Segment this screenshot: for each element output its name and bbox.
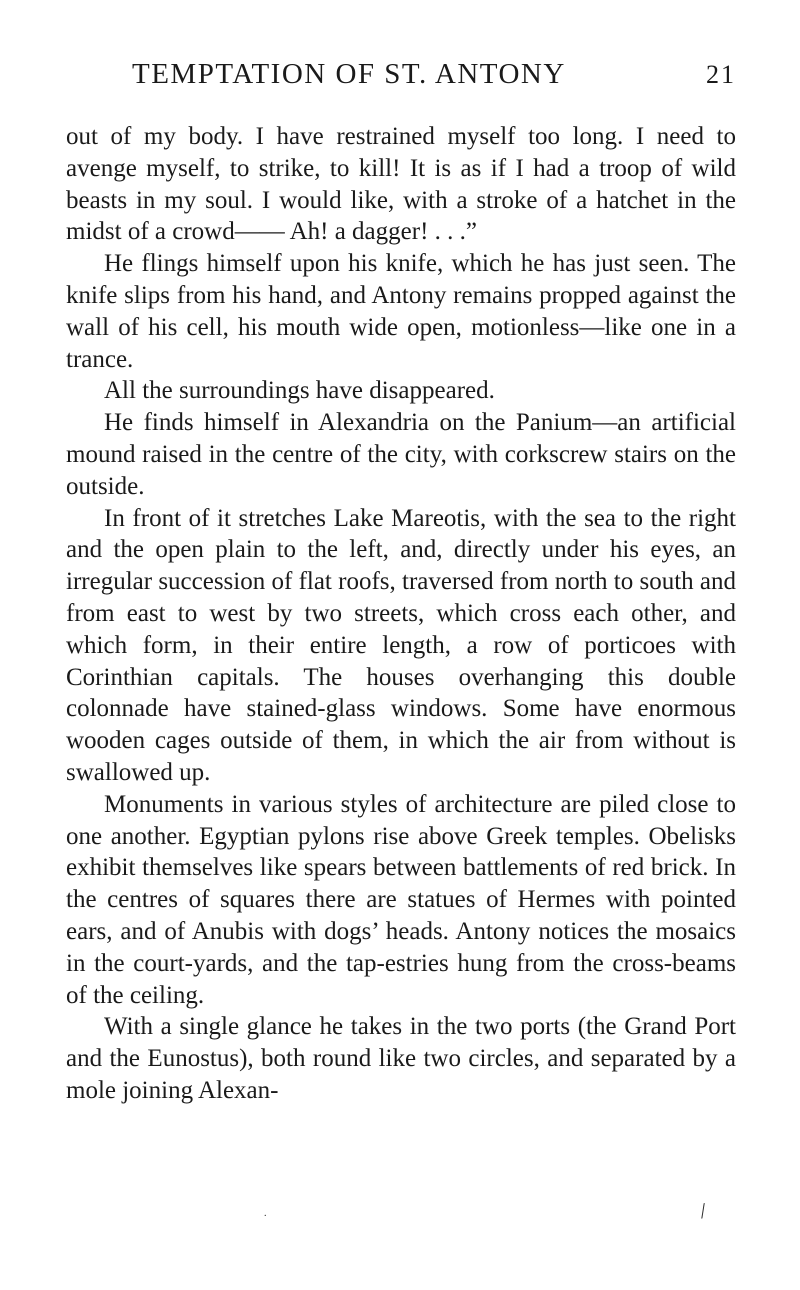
paragraph: With a single glance he takes in the two ports (the Grand Port and the Eunostus), both round like two circles, and separated by a mole joining Alexan- (66, 1013, 736, 1104)
page-header (66, 58, 736, 98)
paragraph: out of my body. I have restrained myself too long. I need to avenge myself, to strike, to kill! It is as if I had a troop of wild beasts in my soul. I would like, with a stroke of a hatchet in the midst of a crowd—— Ah! a dagger! . . .” (66, 123, 736, 246)
paragraph: He flings himself upon his knife, which he has just seen. The knife slips from his hand, and Antony remains propped against the wall of his cell, his mouth wide open, motionless—like one in a trance. (66, 250, 736, 373)
stray-dot-mark: . (264, 1208, 267, 1219)
body-text (66, 121, 736, 1107)
page-number: 21 (706, 60, 736, 89)
running-title: TEMPTATION OF ST. ANTONY (132, 58, 566, 90)
paragraph: Monuments in various styles of architecture are piled close to one another. Egyptian pylons rise above Greek temples. Obelisks exhibit themselves like spears between battlements of red brick. In the centres of squares there are statues of Hermes with pointed ears, and of Anubis with dogs’ heads. Antony notices the mosaics in the court-yards, and the tap-estries hung from the cross-beams of the ceiling. (66, 790, 736, 1009)
stray-slash-mark: / (697, 1197, 709, 1224)
paragraph: In front of it stretches Lake Mareotis, with the sea to the right and the open plain to the left, and, directly under his eyes, an irregular succession of flat roofs, traversed from north to south and from east to west by two streets, which cross each other, and which form, in their entire length, a row of porticoes with Corinthian capitals. The houses overhanging this double colonnade have stained-glass windows. Some have enormous wooden cages outside of them, in which the air from without is swallowed up. (66, 504, 736, 786)
paragraph: All the surroundings have disappeared. (104, 377, 495, 405)
paragraph: He finds himself in Alexandria on the Panium—an artificial mound raised in the centre of the city, with corkscrew stairs on the outside. (66, 409, 736, 500)
